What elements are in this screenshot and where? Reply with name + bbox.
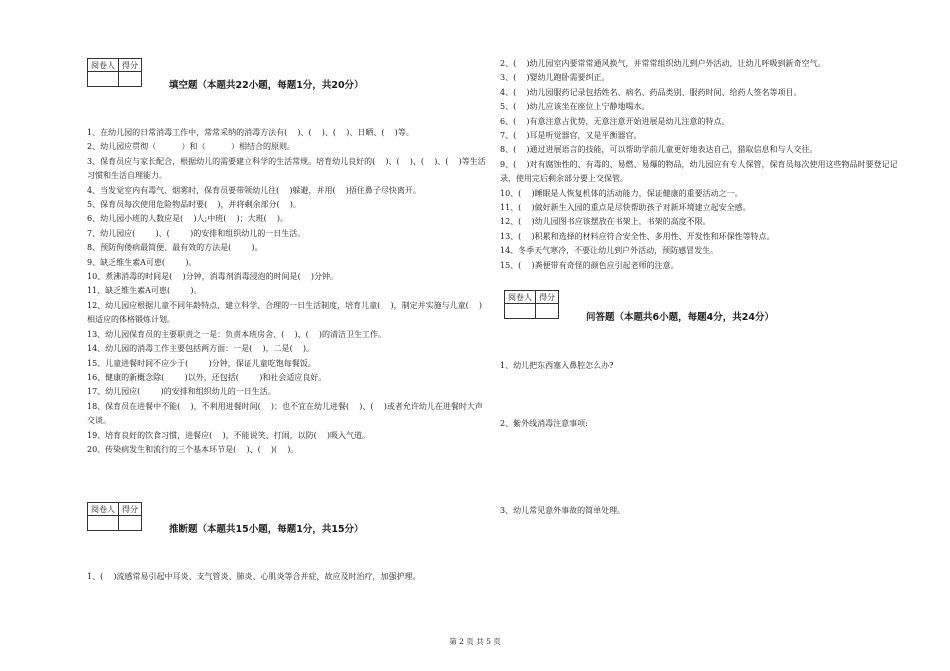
score-label: 得分 [119,59,142,72]
fill-question: 8、预防佝偻病最简便、最有效的方法是( )。 [87,243,263,253]
fill-question: 6、幼儿园小班的人数应是( )人;中班( )；大班( )。 [87,214,289,224]
judge-question: 1、( )流感常易引起中耳炎、支气管炎、肺炎、心肌炎等合并症，故应及时治疗，加强护理。 [87,572,421,581]
fill-question: 1、在幼儿园的日常消毒工作中，常常采纳的消毒方法有( )、( )、( )、日晒、( )等。 [87,128,414,137]
judge-question: 14、冬季天气寒冷，不要让幼儿到户外活动，预防感冒发生。 [500,246,719,256]
fill-question: 11、缺乏维生素A可患( )。 [87,286,202,296]
reviewer-cell [88,72,119,87]
fill-question: 5、保育员每次使用危险物品时要( )，并将剩余部分( )。 [87,200,301,210]
fill-question: 3、保育员应与家长配合，根据幼儿的需要建立科学的生活常规。培育幼儿良好的( )、( )、( )、( )等生活习惯和生活自理能力。 [87,156,486,181]
fill-question-list [87,126,489,457]
judge-question: 7、( )耳是听觉器官，又是平衡器官。 [500,131,642,141]
fill-question: 4、当发觉室内有毒气、烟雾时，保育员要带领幼儿往( )躲避，并用( )捂住鼻子尽快离开。 [87,185,421,195]
score-box-judge [87,502,142,531]
reviewer-label: 阅卷人 [88,503,119,516]
qa-question-1: 1、幼儿把东西塞入鼻腔怎么办? [500,361,614,370]
score-box-fill [87,58,142,87]
judge-question: 10、( )睡眠是人恢复机体的活动能力，保证健康的重要活动之一。 [500,188,743,198]
fill-question: 19、培育良好的饮食习惯，进餐应( )，不能说笑、打闹，以防( )吸入气道。 [87,430,371,440]
reviewer-label: 阅卷人 [505,291,536,304]
fill-question: 17、幼儿园应( )的安排和组织幼儿的一日生活。 [87,387,276,397]
qa-question-3: 3、幼儿常见意外事故的简单处理。 [500,506,626,515]
judge-question: 5、( )幼儿应该坐在座位上宁静地喝水。 [500,102,650,112]
judge-question: 15、( )粪便带有奇怪的颜色应引起老师的注意。 [500,260,679,270]
fill-question: 16、健康的新概念除( )以外，还包括( )和社会适应良好。 [87,372,327,382]
fill-question: 15、儿童进餐时间不应少于( )分钟，保证儿童吃饱每餐饭。 [87,358,316,368]
judge-question: 4、( )幼儿园服药记录包括姓名、病名、药品类别、服药时间、给药人签名等项目。 [500,87,802,97]
judge-question: 6、( )有意注意占优势，无意注意开始进展是幼儿注意的特点。 [500,116,730,126]
score-cell [119,516,142,531]
fill-question: 12、幼儿园应根据儿童不同年龄特点，建立科学、合理的一日生活制度，培育儿童( )，制定并实施与儿童( )相适应的体格锻炼计划。 [87,300,483,325]
judge-question-list-left [87,570,489,584]
judge-question: 13、( )积累和选择的材料应符合安全性、多用性、开发性和环保性等特点。 [500,231,775,241]
judge-section-title: 推断题（本题共15小题，每题1分，共15分） [169,524,364,535]
fill-question: 7、幼儿园应( )、( )的安排和组织幼儿的一日生活。 [87,228,306,238]
score-label: 得分 [536,291,559,304]
judge-question-list-right [500,57,900,273]
qa-question-2: 2、紫外线消毒注意事项: [500,419,588,428]
fill-question: 14、幼儿园的消毒工作主要包括两方面：一是( )，二是( )。 [87,344,315,354]
fill-question: 18、保育员在进餐中不能( )，不利用进餐时间( )；也不宜在幼儿进餐( )、( )或者允许幼儿在进餐时大声交谈。 [87,401,483,426]
judge-question: 12、( )幼儿园图书应该摆放在书架上，书架的高度不限。 [500,217,711,227]
judge-question: 9、( )对有腐蚀性的、有毒的、易燃、易爆的物品，幼儿园应有专人保管，保育员每次使用这些物品时要登记记录，使用完后剩余部分要上交保管。 [500,159,898,184]
score-label: 得分 [119,503,142,516]
fill-question: 20、传染病发生和流行的三个基本环节是( )、( )( )。 [87,444,299,454]
score-cell [119,72,142,87]
fill-section-title: 填空题（本题共22小题，每题1分，共20分） [169,80,364,91]
fill-question: 13、幼儿园保育员的主要职责之一是：负责本班房舍、( )、( )的清洁卫生工作。 [87,329,387,339]
judge-question: 11、( )做好新生入园的重点是尽快帮助孩子对新环境建立起安全感。 [500,203,751,213]
fill-question: 10、煮沸消毒的时间是( )分钟，消毒剂消毒浸泡的时间是( )分钟。 [87,272,339,282]
reviewer-cell [88,516,119,531]
fill-question: 2、幼儿园应贯彻（ ）和（ ）相结合的原则。 [87,142,295,152]
judge-question: 8、( )通过进展语言的技能，可以帮助学前儿童更好地表达自己，猎取信息和与人交往。 [500,145,818,155]
reviewer-cell [505,304,536,319]
fill-question: 9、缺乏维生素A可患( )。 [87,257,197,267]
page-footer: 第 2 页 共 5 页 [449,637,501,646]
qa-section-title: 问答题（本题共6小题，每题4分，共24分） [586,312,774,323]
score-box-qa [504,290,559,319]
reviewer-label: 阅卷人 [88,59,119,72]
score-cell [536,304,559,319]
judge-question: 3、( )婴幼儿跑卧需要纠正。 [500,73,610,83]
judge-question: 2、( )幼儿园室内要常常通风换气，并常常组织幼儿到户外活动，让幼儿呼吸到新奇空气。 [500,59,826,68]
